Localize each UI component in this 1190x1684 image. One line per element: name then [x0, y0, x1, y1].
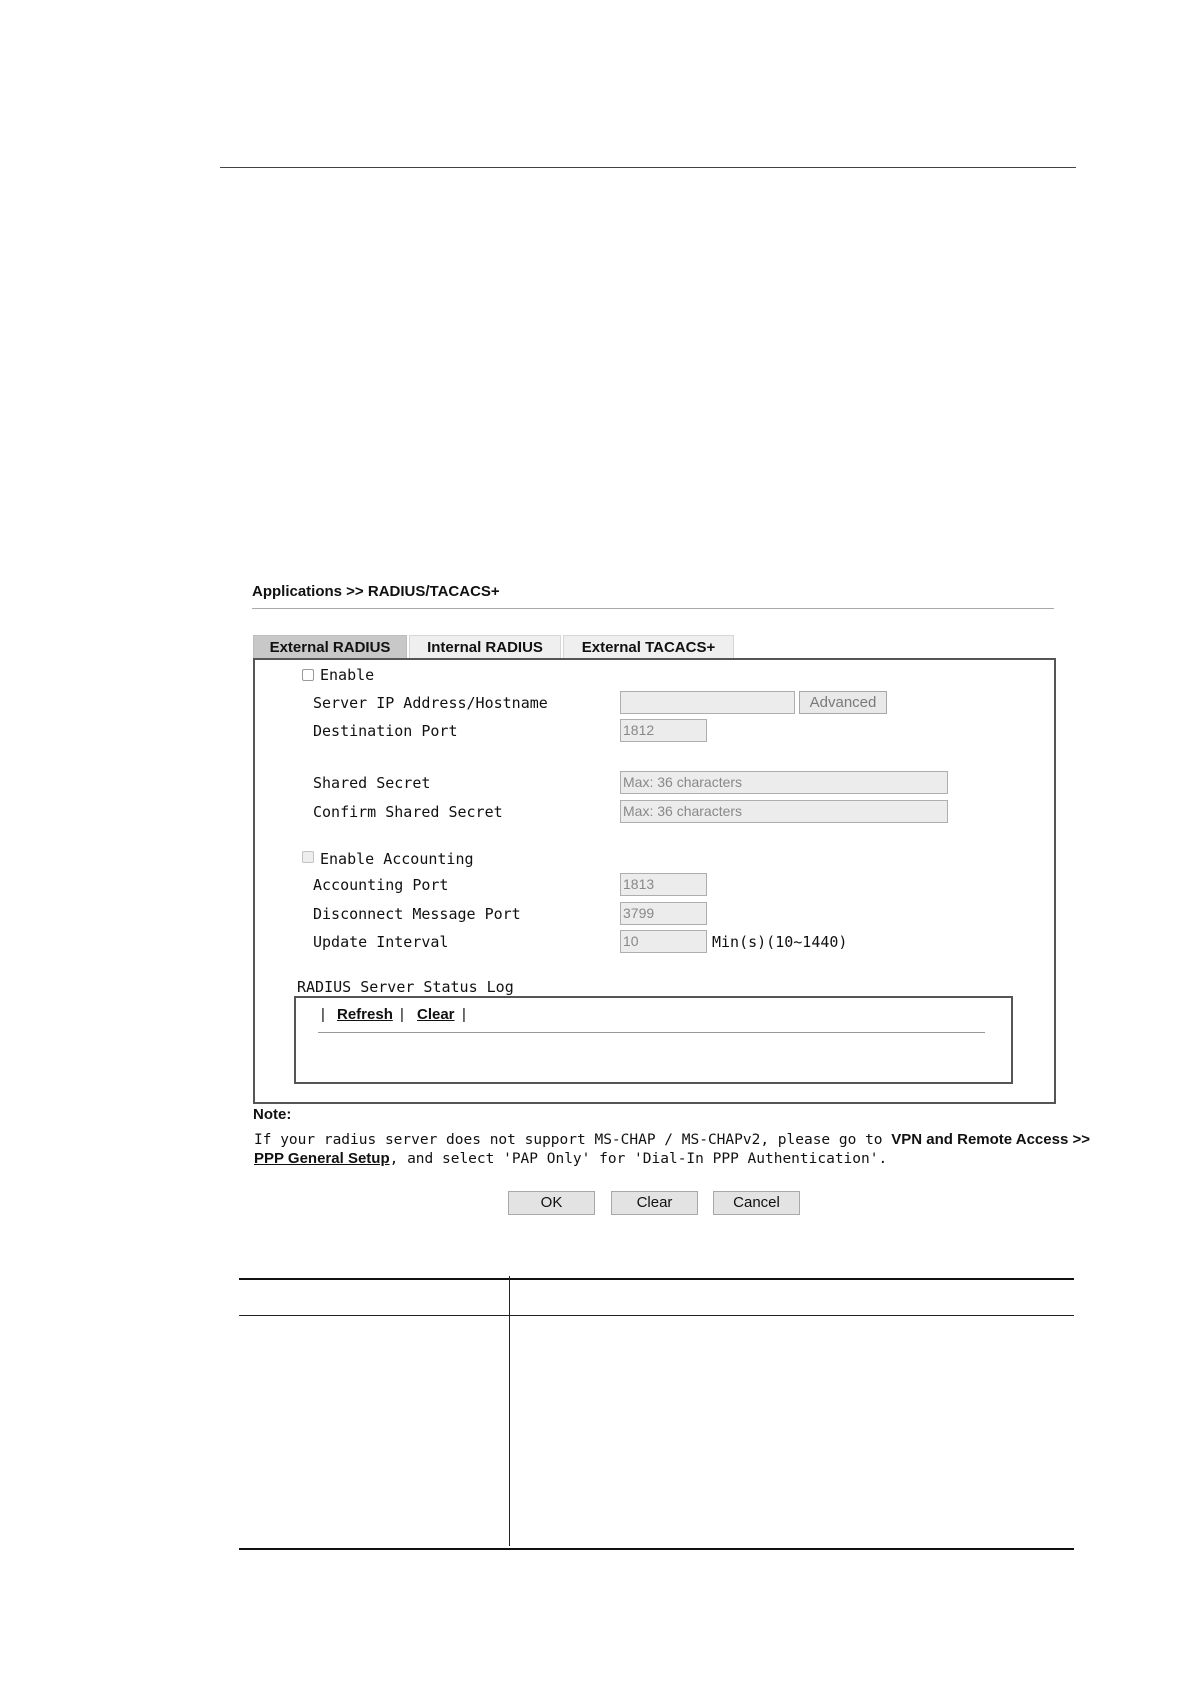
advanced-button[interactable]: Advanced: [799, 691, 887, 714]
note-text-2: , and select 'PAP Only' for 'Dial-In PPP Authentication'.: [389, 1151, 888, 1167]
tab-internal-radius[interactable]: Internal RADIUS: [409, 635, 561, 659]
note-line-2: [254, 1150, 887, 1167]
enable-accounting-checkbox[interactable]: [302, 851, 314, 863]
accounting-port-input[interactable]: 1813: [620, 873, 707, 896]
accounting-port-label: Accounting Port: [313, 876, 449, 894]
note-line-1: [254, 1131, 1090, 1148]
shared-secret-label: Shared Secret: [313, 774, 431, 792]
destination-port-input[interactable]: 1812: [620, 719, 707, 742]
breadcrumb-divider: [252, 608, 1054, 609]
server-ip-input[interactable]: [620, 691, 795, 714]
tab-external-radius[interactable]: External RADIUS: [253, 635, 407, 659]
shared-secret-input[interactable]: Max: 36 characters: [620, 771, 948, 794]
disconnect-port-input[interactable]: 3799: [620, 902, 707, 925]
log-separator: |: [321, 1006, 325, 1023]
enable-label: Enable: [320, 666, 375, 684]
log-separator: |: [462, 1006, 466, 1023]
ok-button[interactable]: OK: [508, 1191, 595, 1215]
ppp-general-setup-link[interactable]: PPP General Setup: [254, 1150, 390, 1167]
note-title: Note:: [253, 1106, 292, 1123]
confirm-shared-secret-label: Confirm Shared Secret: [313, 803, 503, 821]
table-top-border: [239, 1278, 1074, 1280]
refresh-link[interactable]: Refresh: [337, 1006, 393, 1023]
table-bottom-border: [239, 1548, 1074, 1550]
tab-external-tacacs[interactable]: External TACACS+: [563, 635, 734, 659]
enable-accounting-label: Enable Accounting: [320, 850, 474, 868]
status-log-divider: [318, 1032, 985, 1033]
vpn-remote-access-path: VPN and Remote Access >>: [891, 1131, 1090, 1148]
disconnect-port-label: Disconnect Message Port: [313, 905, 521, 923]
confirm-shared-secret-input[interactable]: Max: 36 characters: [620, 800, 948, 823]
breadcrumb: Applications >> RADIUS/TACACS+: [252, 583, 500, 600]
page-header-rule: [220, 167, 1076, 168]
enable-checkbox[interactable]: [302, 669, 314, 681]
note-text-1: If your radius server does not support MS-CHAP / MS-CHAPv2, please go to: [254, 1132, 892, 1148]
log-separator: |: [400, 1006, 404, 1023]
destination-port-label: Destination Port: [313, 722, 458, 740]
clear-log-link[interactable]: Clear: [417, 1006, 455, 1023]
server-ip-label: Server IP Address/Hostname: [313, 694, 548, 712]
table-column-divider: [509, 1276, 510, 1546]
update-interval-unit: Min(s)(10~1440): [712, 933, 848, 951]
status-log-title: RADIUS Server Status Log: [297, 978, 514, 996]
clear-button[interactable]: Clear: [611, 1191, 698, 1215]
table-header-divider: [239, 1315, 1074, 1316]
update-interval-label: Update Interval: [313, 933, 449, 951]
update-interval-input[interactable]: 10: [620, 930, 707, 953]
cancel-button[interactable]: Cancel: [713, 1191, 800, 1215]
